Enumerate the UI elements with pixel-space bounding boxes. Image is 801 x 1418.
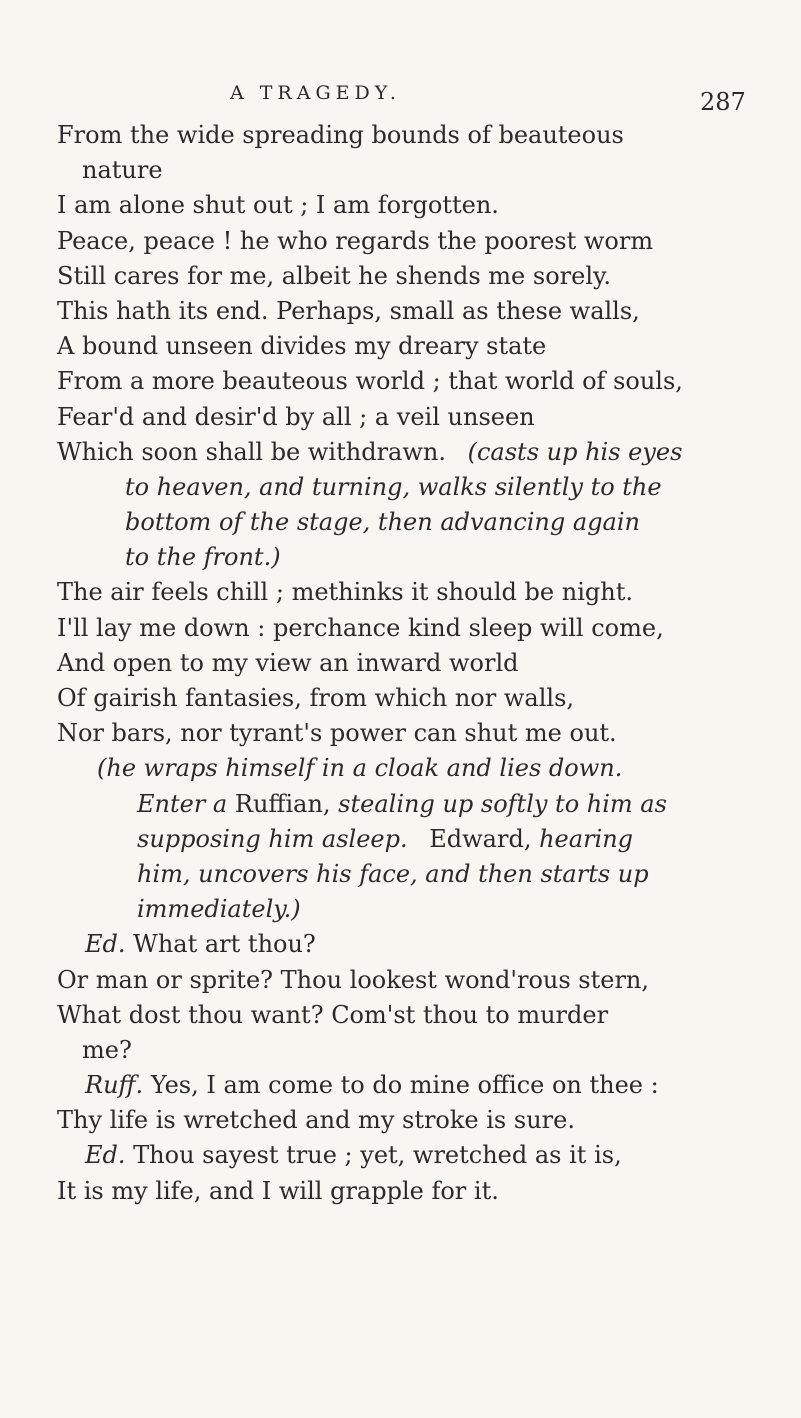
stage-direction-text: stealing up softly to him as <box>338 789 667 818</box>
stage-direction-line <box>57 822 787 857</box>
verse-line: I'll lay me down : perchance kind sleep will come, <box>57 613 664 642</box>
speech-line <box>57 1068 787 1103</box>
speaker-label: Ruff. <box>85 1071 144 1100</box>
verse-line: What dost thou want? Com'st thou to murder <box>57 1000 609 1029</box>
page-number: 287 <box>700 88 746 116</box>
verse-line: The air feels chill ; methinks it should be night. <box>57 578 633 607</box>
stage-direction-line <box>57 787 787 822</box>
verse-line: This hath its end. Perhaps, small as these walls, <box>57 296 640 325</box>
speech-line <box>57 927 787 962</box>
stage-direction: (he wraps himself in a cloak and lies down. <box>97 754 623 783</box>
verse-line: Fear'd and desir'd by all ; a veil unseen <box>57 402 535 431</box>
verse-line: Nor bars, nor tyrant's power can shut me out. <box>57 719 617 748</box>
verse-text: Which soon shall be withdrawn. <box>57 437 446 466</box>
verse-line-with-direction <box>57 435 787 470</box>
character-name: Ruffian, <box>234 789 331 818</box>
stage-direction: bottom of the stage, then advancing again <box>125 508 640 537</box>
character-name: Edward, <box>429 824 532 853</box>
verse-line: Thy life is wretched and my stroke is sure. <box>57 1106 575 1135</box>
speech-text: Thou sayest true ; yet, wretched as it is, <box>133 1141 622 1170</box>
speech-text: What art thou? <box>133 930 316 959</box>
stage-direction: him, uncovers his face, and then starts up <box>137 859 649 888</box>
verse-line: It is my life, and I will grapple for it. <box>57 1176 499 1205</box>
stage-direction-text: supposing him asleep. <box>137 824 408 853</box>
stage-direction: to heaven, and turning, walks silently to the <box>125 472 662 501</box>
verse-line: Peace, peace ! he who regards the poorest worm <box>57 226 654 255</box>
stage-direction-text: Enter a <box>137 789 228 818</box>
stage-direction: (casts up his eyes <box>467 437 683 466</box>
running-title: A TRAGEDY. <box>230 82 401 104</box>
verse-line: And open to my view an inward world <box>57 648 519 677</box>
verse-line: Of gairish fantasies, from which nor walls, <box>57 684 575 712</box>
verse-line: From a more beauteous world ; that world of souls, <box>57 367 683 396</box>
verse-line-continuation: nature <box>82 156 163 185</box>
verse-line-continuation: me? <box>82 1035 132 1064</box>
verse-line: I am alone shut out ; I am forgotten. <box>57 191 499 220</box>
verse-line: Still cares for me, albeit he shends me sorely. <box>57 261 612 290</box>
verse-line: From the wide spreading bounds of beauteous <box>57 121 624 149</box>
speech-line <box>57 1138 787 1173</box>
speaker-label: Ed. <box>85 1141 126 1170</box>
verse-line: A bound unseen divides my dreary state <box>57 332 547 361</box>
speaker-label: Ed. <box>85 930 126 959</box>
verse-line: Or man or sprite? Thou lookest wond'rous stern, <box>57 965 650 994</box>
stage-direction: immediately.) <box>137 895 301 924</box>
stage-direction-text: hearing <box>539 824 634 853</box>
speech-text: Yes, I am come to do mine office on thee : <box>150 1071 659 1100</box>
stage-direction: to the front.) <box>125 543 281 572</box>
play-text <box>57 118 787 1209</box>
